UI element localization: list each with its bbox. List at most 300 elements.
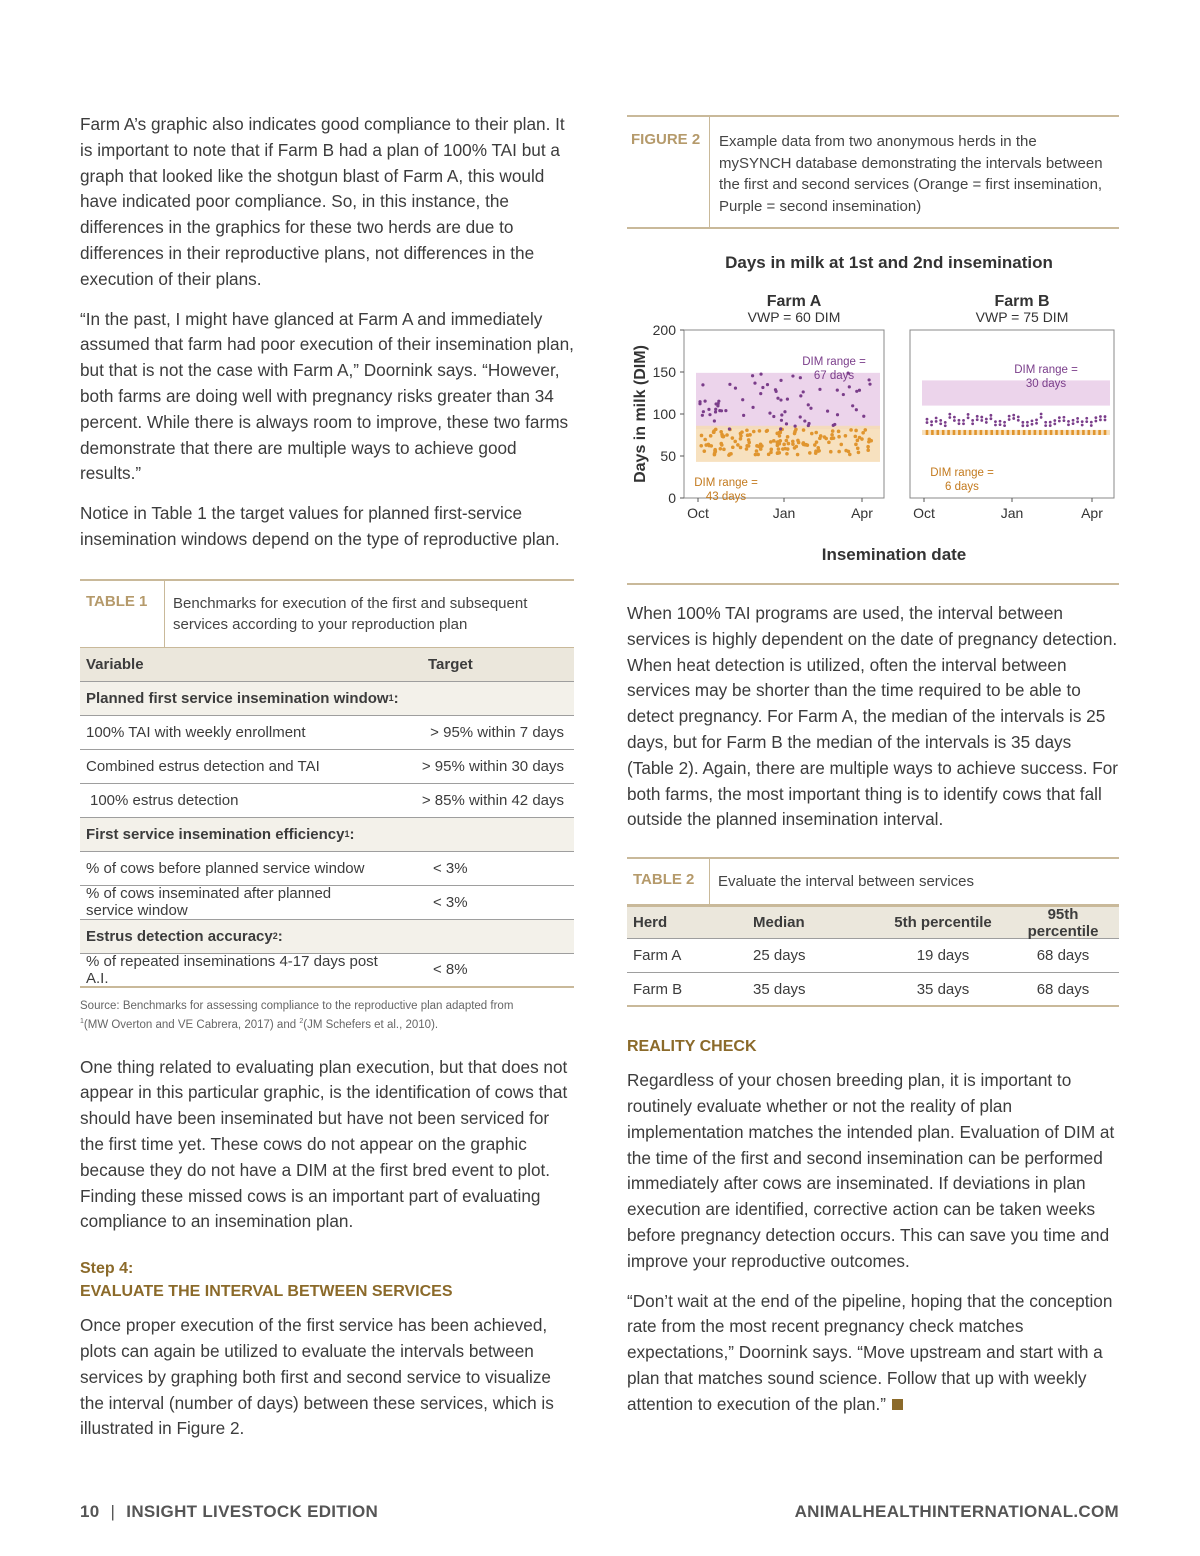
second-insemination-point (1099, 418, 1102, 421)
y-tick-label: 50 (660, 448, 676, 464)
table-2-tag: TABLE 2 (633, 871, 695, 889)
col-5th-percentile: 5th percentile (894, 914, 992, 932)
second-insemination-point (926, 421, 929, 424)
x-tick-label: Jan (1000, 505, 1024, 521)
row-variable: Combined estrus detection and TAI (86, 757, 320, 775)
first-insemination-point (719, 430, 723, 434)
second-insemination-point (802, 390, 805, 393)
first-insemination-point (831, 429, 835, 433)
p95-value: 68 days (1036, 980, 1090, 998)
first-insemination-point (746, 433, 750, 437)
second-insemination-point (858, 389, 861, 392)
second-service-band (922, 380, 1110, 405)
row-target: < 8% (433, 961, 468, 979)
first-insemination-point (1050, 430, 1053, 435)
second-insemination-point (1104, 419, 1107, 422)
panel-vwp: VWP = 75 DIM (975, 309, 1069, 325)
second-insemination-point (1099, 415, 1102, 418)
first-insemination-point (806, 443, 810, 447)
second-insemination-point (1094, 420, 1097, 423)
reality-check-heading: REALITY CHECK (627, 1038, 757, 1056)
first-insemination-point (829, 450, 833, 454)
body-paragraph: One thing related to evaluating plan execution, but that does not appear in this particular graphic, is the identification of cows that should have been inseminated but have not been serviced for the first time yet. These cows do not appear on the graphic because they do not have a DIM at the first bred event to plot. Finding these missed cows is an important part of evaluating compliance to an insemination plan. (80, 1056, 568, 1232)
dim-scatter-chart (627, 229, 1119, 585)
first-insemination-point (747, 438, 751, 442)
step-label: Step 4: (80, 1260, 134, 1278)
first-insemination-point (778, 434, 782, 438)
first-insemination-point (793, 446, 797, 450)
second-insemination-point (1049, 421, 1052, 424)
first-insemination-point (867, 437, 871, 441)
first-insemination-point (796, 439, 800, 443)
second-insemination-point (948, 413, 951, 416)
second-range-label: DIM range = (1014, 364, 1078, 376)
second-insemination-point (728, 383, 731, 386)
first-insemination-point (830, 437, 834, 441)
col-95th-percentile: 95th percentile (1027, 905, 1099, 940)
step-title: EVALUATE THE INTERVAL BETWEEN SERVICES (80, 1283, 453, 1301)
second-insemination-point (734, 387, 737, 390)
second-insemination-point (707, 408, 710, 411)
first-insemination-point (854, 429, 858, 433)
table-1-tag: TABLE 1 (86, 592, 148, 610)
first-insemination-point (757, 445, 761, 449)
second-insemination-point (836, 389, 839, 392)
second-insemination-point (1012, 414, 1015, 417)
first-insemination-point (810, 432, 814, 436)
second-insemination-point (989, 414, 992, 417)
footnote-marker: 2 (272, 931, 278, 942)
second-insemination-point (1076, 420, 1079, 423)
first-insemination-point (700, 434, 704, 438)
table-row (80, 784, 574, 818)
first-insemination-point (1104, 430, 1107, 435)
first-insemination-point (813, 443, 817, 447)
second-insemination-point (1063, 419, 1066, 422)
second-insemination-point (985, 418, 988, 421)
first-insemination-point (802, 428, 806, 432)
second-insemination-point (1067, 423, 1070, 426)
first-range-label: DIM range = (694, 477, 758, 489)
first-insemination-point (796, 453, 800, 457)
table-1-header (80, 579, 574, 648)
first-insemination-point (1082, 430, 1085, 435)
second-insemination-point (714, 408, 717, 411)
table-row (80, 716, 574, 750)
second-insemination-point (1049, 424, 1052, 427)
first-insemination-point (739, 437, 743, 441)
colon: : (393, 689, 399, 707)
second-insemination-point (935, 417, 938, 420)
first-insemination-point (985, 430, 988, 435)
x-tick-label: Oct (913, 505, 935, 521)
first-insemination-point (747, 444, 751, 448)
first-insemination-point (725, 433, 729, 437)
first-insemination-point (765, 429, 769, 433)
second-insemination-point (1026, 421, 1029, 424)
first-insemination-point (782, 443, 786, 447)
second-insemination-point (1090, 421, 1093, 424)
y-tick-label: 200 (652, 322, 676, 338)
second-insemination-point (848, 385, 851, 388)
first-insemination-point (990, 430, 993, 435)
table-row (80, 886, 574, 920)
right-column (627, 112, 1119, 1432)
first-insemination-point (817, 449, 821, 453)
second-insemination-point (1085, 417, 1088, 420)
first-insemination-point (942, 430, 945, 435)
table-row (627, 973, 1119, 1007)
table-row (80, 852, 574, 886)
second-insemination-point (958, 422, 961, 425)
panel-title: Farm B (994, 293, 1050, 310)
second-insemination-point (855, 408, 858, 411)
col-variable: Variable (86, 655, 144, 673)
first-insemination-point (936, 430, 939, 435)
second-insemination-point (971, 422, 974, 425)
table-1-caption: Benchmarks for execution of the first and subsequent services according to your reproduction plan (164, 581, 574, 647)
second-insemination-point (1021, 424, 1024, 427)
source-line: (MW Overton and VE Cabrera, 2017) and (83, 1018, 297, 1031)
first-insemination-point (791, 440, 795, 444)
first-insemination-point (786, 435, 790, 439)
end-mark-icon (892, 1399, 903, 1410)
second-insemination-point (958, 419, 961, 422)
first-insemination-point (752, 430, 756, 434)
second-insemination-point (1035, 422, 1038, 425)
section-label: Planned first service insemination window (86, 689, 389, 707)
p5-value: 19 days (916, 947, 970, 965)
second-insemination-point (713, 419, 716, 422)
body-paragraph: Farm A’s graphic also indicates good compliance to their plan. It is important to note that if Farm B had a plan of 100% TAI but a graph that looked like the shotgun blast of Farm A, this would have indicated poor compliance. So, in this instance, the differences in the graphics for these two herds are due to differences in their reproductive plans, not differences in the execution of their plans. (80, 114, 565, 289)
first-insemination-point (861, 431, 865, 435)
second-insemination-point (980, 416, 983, 419)
second-insemination-point (728, 427, 731, 430)
p5-value: 35 days (916, 980, 970, 998)
second-insemination-point (803, 419, 806, 422)
y-tick-label: 150 (652, 364, 676, 380)
row-target: < 3% (433, 859, 468, 877)
table-row (627, 939, 1119, 973)
second-insemination-point (1090, 424, 1093, 427)
second-insemination-point (868, 383, 871, 386)
first-insemination-point (756, 453, 760, 457)
body-paragraph: Notice in Table 1 the target values for planned first-service insemination windows depend on the type of reproductive plan. (80, 503, 560, 549)
first-insemination-point (808, 451, 812, 455)
second-insemination-point (1035, 419, 1038, 422)
col-herd: Herd (633, 914, 668, 932)
second-insemination-point (776, 397, 779, 400)
second-insemination-point (1044, 421, 1047, 424)
col-median: Median (753, 914, 805, 932)
first-insemination-point (1017, 430, 1020, 435)
first-insemination-point (863, 428, 867, 432)
second-insemination-point (751, 406, 754, 409)
second-insemination-point (939, 419, 942, 422)
second-insemination-point (818, 388, 821, 391)
x-tick-label: Apr (1081, 505, 1103, 521)
first-insemination-point (1055, 430, 1058, 435)
first-insemination-point (720, 443, 724, 447)
closing-quote: “Don’t wait at the end of the pipeline, hoping that the conception rate from the most recent pregnancy check matches expectations,” Doornink says. “Move upstream and start with a plan that matches sound science. Follow that up with weekly attention to execution of the plan.” (627, 1290, 1113, 1414)
first-insemination-point (699, 444, 703, 448)
second-insemination-point (1072, 422, 1075, 425)
chart-title: Days in milk at 1st and 2nd insemination (725, 253, 1053, 272)
second-insemination-point (1003, 424, 1006, 427)
second-insemination-point (751, 374, 754, 377)
second-insemination-point (1094, 416, 1097, 419)
row-target: < 3% (433, 893, 468, 911)
second-insemination-point (780, 419, 783, 422)
first-insemination-point (974, 430, 977, 435)
panel-title: Farm A (766, 293, 822, 310)
first-insemination-point (727, 453, 731, 457)
first-insemination-point (837, 430, 841, 434)
second-insemination-point (1063, 416, 1066, 419)
panel-vwp: VWP = 60 DIM (747, 309, 841, 325)
first-insemination-point (736, 443, 740, 447)
second-insemination-point (761, 386, 764, 389)
first-insemination-point (777, 431, 781, 435)
second-insemination-point (994, 420, 997, 423)
first-insemination-point (860, 437, 864, 441)
second-insemination-point (702, 410, 705, 413)
second-insemination-point (999, 423, 1002, 426)
first-insemination-point (947, 430, 950, 435)
first-insemination-point (1044, 430, 1047, 435)
second-insemination-point (1021, 421, 1024, 424)
first-insemination-point (703, 438, 707, 442)
first-insemination-point (702, 449, 706, 453)
first-insemination-point (784, 447, 788, 451)
second-insemination-point (971, 419, 974, 422)
first-insemination-point (709, 434, 713, 438)
table-1 (80, 579, 574, 1033)
second-insemination-point (779, 427, 782, 430)
figure-2-tag: FIGURE 2 (631, 131, 701, 148)
second-insemination-point (724, 409, 727, 412)
second-insemination-point (807, 403, 810, 406)
table-row (80, 954, 574, 988)
second-insemination-point (935, 420, 938, 423)
table-section (80, 818, 574, 852)
second-insemination-point (1012, 417, 1015, 420)
first-insemination-point (1012, 430, 1015, 435)
first-insemination-point (714, 428, 718, 432)
col-target: Target (428, 655, 473, 673)
first-insemination-point (856, 439, 860, 443)
x-axis-label: Insemination date (821, 545, 967, 564)
first-insemination-point (996, 430, 999, 435)
footnote-marker: 1 (388, 693, 394, 704)
body-paragraph: “In the past, I might have glanced at Farm A and immediately assumed that farm had poor execution of their insemination plan, but that is not the case with Farm A,” Doornink says. “However, both farms are doing well with pregnancy risks greater than 34 percent. While there is always room to improve, these two farms demonstrate that there are multiple ways to achieve good results.” (80, 308, 574, 484)
table-section (80, 682, 574, 716)
body-paragraph: Once proper execution of the first service has been achieved, plots can again be utilized to evaluate the intervals between services by graphing both first and second service to visualize the interval (number of days) between these services, which is illustrated in Figure 2. (80, 1315, 554, 1439)
table-2-caption: Evaluate the interval between services (709, 859, 1119, 904)
first-insemination-point (980, 430, 983, 435)
first-insemination-point (733, 440, 737, 444)
second-insemination-point (703, 400, 706, 403)
first-insemination-point (866, 445, 870, 449)
first-insemination-point (1028, 430, 1031, 435)
second-insemination-point (799, 376, 802, 379)
body-paragraph: When 100% TAI programs are used, the interval between services is highly dependent on the date of pregnancy detection. When heat detection is utilized, often the interval between services may be shorter than the time required to be able to detect pregnancy. For Farm A, the median of the intervals is 25 days, but for Farm B the median of the intervals is 35 days (Table 2). Again, there are multiple ways to achieve success. For both farms, the most important thing is to identify cows that fall outside the planned insemination interval. (627, 603, 1119, 830)
second-insemination-point (926, 418, 929, 421)
first-insemination-point (769, 448, 773, 452)
second-range-label: 67 days (813, 370, 855, 382)
second-insemination-point (742, 414, 745, 417)
table-1-column-header (80, 648, 574, 682)
second-insemination-point (759, 392, 762, 395)
first-insemination-point (714, 450, 718, 454)
first-insemination-point (1071, 430, 1074, 435)
second-insemination-point (1067, 420, 1070, 423)
first-insemination-point (1088, 430, 1091, 435)
second-insemination-point (779, 379, 782, 382)
second-insemination-point (785, 422, 788, 425)
x-tick-label: Apr (851, 505, 873, 521)
table-2-column-header (627, 905, 1119, 939)
first-insemination-point (844, 449, 848, 453)
table-2 (627, 857, 1119, 1007)
second-insemination-point (807, 424, 810, 427)
second-insemination-point (766, 383, 769, 386)
first-insemination-point (857, 451, 861, 455)
second-insemination-point (826, 410, 829, 413)
source-line: Source: Benchmarks for assessing compliance to the reproductive plan adapted from (80, 999, 514, 1012)
second-insemination-point (701, 414, 704, 417)
first-insemination-point (721, 435, 725, 439)
second-insemination-point (799, 394, 802, 397)
first-insemination-point (958, 430, 961, 435)
second-insemination-point (786, 398, 789, 401)
body-paragraph (627, 1289, 1119, 1418)
second-insemination-point (779, 398, 782, 401)
row-variable: % of cows before planned service window (86, 859, 365, 877)
first-insemination-point (844, 434, 848, 438)
first-insemination-point (794, 428, 798, 432)
second-insemination-point (930, 424, 933, 427)
first-insemination-point (767, 453, 771, 457)
second-insemination-point (1053, 422, 1056, 425)
left-column (80, 112, 574, 1456)
second-insemination-point (868, 378, 871, 381)
first-insemination-point (1001, 430, 1004, 435)
first-insemination-point (837, 450, 841, 454)
second-insemination-point (1003, 421, 1006, 424)
x-tick-label: Jan (772, 505, 796, 521)
row-variable: % of repeated inseminations 4-17 days post A.I. (86, 952, 378, 987)
y-axis-label: Days in milk (DIM) (632, 345, 649, 483)
first-insemination-point (866, 448, 870, 452)
second-insemination-point (768, 412, 771, 415)
row-variable: 100% estrus detection (90, 791, 239, 809)
first-insemination-point (1007, 430, 1010, 435)
second-insemination-point (783, 410, 786, 413)
first-insemination-point (819, 434, 823, 438)
first-insemination-point (1061, 430, 1064, 435)
second-insemination-point (1085, 420, 1088, 423)
first-range-label: 43 days (705, 491, 747, 503)
herd-name: Farm A (633, 947, 682, 965)
second-insemination-point (715, 402, 718, 405)
second-insemination-point (994, 424, 997, 427)
second-insemination-point (962, 422, 965, 425)
first-service-band (922, 430, 1110, 435)
colon: : (277, 927, 283, 945)
first-insemination-point (849, 428, 853, 432)
first-insemination-point (1066, 430, 1069, 435)
second-insemination-point (944, 421, 947, 424)
y-tick-label: 100 (652, 406, 676, 422)
second-insemination-point (1017, 416, 1020, 419)
first-insemination-point (704, 443, 708, 447)
p95-value: 68 days (1036, 947, 1090, 965)
first-insemination-point (926, 430, 929, 435)
figure-2-caption: Example data from two anonymous herds in the mySYNCH database demonstrating the intervals between the first and second services (Orange = first insemination, Purple = second insemination) (709, 117, 1119, 227)
second-insemination-point (980, 419, 983, 422)
first-insemination-point (776, 451, 780, 455)
second-insemination-point (1104, 415, 1107, 418)
second-insemination-point (753, 382, 756, 385)
second-insemination-point (1026, 424, 1029, 427)
second-insemination-point (930, 420, 933, 423)
first-insemination-point (755, 449, 759, 453)
second-insemination-point (794, 425, 797, 428)
first-insemination-point (814, 449, 818, 453)
second-insemination-point (962, 419, 965, 422)
figure-2-chart-area (627, 229, 1119, 585)
second-insemination-point (718, 409, 721, 412)
second-insemination-point (1076, 417, 1079, 420)
first-insemination-point (1077, 430, 1080, 435)
second-insemination-point (851, 404, 854, 407)
second-insemination-point (953, 419, 956, 422)
herd-name: Farm B (633, 980, 683, 998)
second-insemination-point (1072, 419, 1075, 422)
second-insemination-point (1058, 420, 1061, 423)
first-insemination-point (1098, 430, 1101, 435)
second-insemination-point (999, 420, 1002, 423)
second-insemination-point (1031, 423, 1034, 426)
second-insemination-point (989, 417, 992, 420)
second-insemination-point (774, 388, 777, 391)
table-2-header (627, 857, 1119, 905)
first-insemination-point (787, 442, 791, 446)
first-insemination-point (769, 440, 773, 444)
first-insemination-point (719, 447, 723, 451)
first-insemination-point (848, 453, 852, 457)
second-insemination-point (1040, 416, 1043, 419)
second-insemination-point (759, 373, 762, 376)
median-value: 35 days (753, 980, 806, 998)
second-insemination-point (985, 421, 988, 424)
second-insemination-point (976, 418, 979, 421)
second-insemination-point (944, 424, 947, 427)
x-tick-label: Oct (687, 505, 709, 521)
second-insemination-point (741, 398, 744, 401)
second-insemination-point (1040, 413, 1043, 416)
second-insemination-point (772, 415, 775, 418)
footnote-marker: 2 (299, 1017, 304, 1025)
first-insemination-point (722, 448, 726, 452)
footer-divider: | (110, 1502, 116, 1521)
first-insemination-point (931, 430, 934, 435)
first-insemination-point (856, 446, 860, 450)
second-insemination-point (1044, 424, 1047, 427)
second-insemination-point (799, 415, 802, 418)
first-insemination-point (745, 428, 749, 432)
